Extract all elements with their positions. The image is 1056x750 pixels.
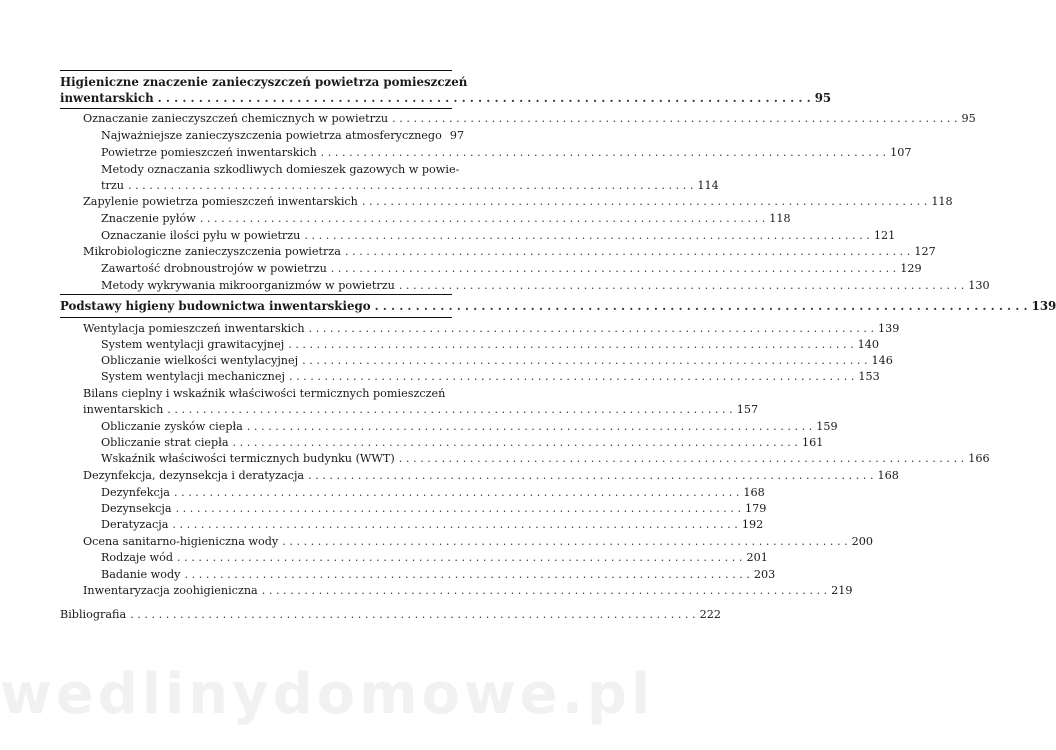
page-number: 157 — [736, 403, 759, 416]
toc-entry[interactable] — [83, 533, 874, 550]
entry-title: Oznaczanie zanieczyszczeń chemicznych w powietrzu — [83, 112, 389, 125]
entry-title: Wentylacja pomieszczeń inwentarskich — [83, 322, 305, 335]
section-heading[interactable] — [60, 90, 832, 107]
dot-leader — [167, 401, 732, 418]
dot-leader — [200, 210, 765, 227]
page-number: 140 — [857, 338, 879, 351]
entry-title-line1: Bilans cieplny i wskaźnik właściwości termicznych pomieszczeń — [83, 387, 446, 400]
dot-leader — [128, 177, 693, 194]
toc-entry[interactable] — [101, 127, 465, 144]
toc-entry[interactable] — [101, 352, 893, 369]
entry-title: Inwentaryzacja zoohigieniczna — [83, 584, 258, 597]
section-rule — [60, 294, 452, 295]
dot-leader — [345, 243, 910, 260]
toc-entry[interactable] — [101, 210, 791, 227]
page-number: 153 — [858, 370, 880, 383]
dot-leader — [309, 320, 874, 337]
toc-entry[interactable] — [101, 177, 719, 194]
dot-leader — [233, 434, 798, 451]
entry-title: Obliczanie strat ciepła — [101, 436, 229, 449]
dot-leader — [262, 582, 827, 599]
page-number: 139 — [1031, 299, 1056, 313]
entry-title: Zawartość drobnoustrojów w powietrzu — [101, 262, 327, 275]
dot-leader — [282, 533, 847, 550]
entry-title: Bibliografia — [60, 608, 127, 621]
toc-entry[interactable] — [101, 336, 879, 353]
dot-leader — [302, 352, 867, 369]
page-number: 200 — [851, 535, 874, 548]
dot-leader — [184, 566, 749, 583]
page-number: 161 — [801, 436, 824, 449]
toc-entry[interactable] — [101, 277, 990, 294]
section-heading-title: inwentarskich — [60, 91, 154, 105]
entry-title: Najważniejsze zanieczyszczenia powietrza atmosferycznego — [101, 129, 442, 142]
entry-title: System wentylacji grawitacyjnej — [101, 338, 285, 351]
dot-leader — [362, 193, 927, 210]
toc-entry[interactable] — [101, 500, 767, 517]
page-number: 107 — [890, 146, 912, 159]
toc-entry[interactable] — [83, 243, 936, 260]
entry-title: Metody wykrywania mikroorganizmów w powietrzu — [101, 279, 395, 292]
toc-entry[interactable] — [101, 484, 765, 501]
section-heading-line1: Higieniczne znaczenie zanieczyszczeń powietrza pomieszczeń — [60, 75, 468, 89]
page-number: 222 — [699, 608, 721, 621]
page-number: 95 — [814, 91, 832, 105]
entry-title: trzu — [101, 179, 124, 192]
toc-entry[interactable] — [83, 193, 953, 210]
page-number: 121 — [873, 229, 896, 242]
dot-leader — [288, 336, 853, 353]
toc-entry[interactable] — [101, 418, 838, 435]
entry-title: Zapylenie powietrza pomieszczeń inwentarskich — [83, 195, 358, 208]
toc-entry[interactable] — [83, 110, 976, 127]
entry-title: Dezynfekcja — [101, 486, 170, 499]
entry-title: Obliczanie zysków ciepła — [101, 420, 243, 433]
dot-leader — [172, 516, 737, 533]
toc-entry[interactable] — [83, 467, 899, 484]
entry-title: Powietrze pomieszczeń inwentarskich — [101, 146, 317, 159]
entry-title: Dezynsekcja — [101, 502, 172, 515]
page-number: 168 — [877, 469, 899, 482]
toc-entry[interactable] — [101, 144, 912, 161]
page-number: 146 — [871, 354, 893, 367]
toc-entry[interactable] — [101, 260, 922, 277]
toc-entry[interactable] — [101, 434, 824, 451]
entry-title: Wskaźnik właściwości termicznych budynku (WWT) — [101, 452, 395, 465]
page-number: 118 — [931, 195, 953, 208]
entry-title: Oznaczanie ilości pyłu w powietrzu — [101, 229, 301, 242]
dot-leader — [375, 298, 1028, 315]
dot-leader — [392, 110, 957, 127]
page-number: 179 — [745, 502, 767, 515]
entry-title: Mikrobiologiczne zanieczyszczenia powietrza — [83, 245, 341, 258]
page-number: 114 — [697, 179, 719, 192]
toc-entry[interactable] — [83, 582, 853, 599]
dot-leader — [399, 277, 964, 294]
toc-entry[interactable] — [101, 227, 896, 244]
top-rule — [60, 70, 452, 71]
toc-entry[interactable] — [101, 450, 990, 467]
page-number: 129 — [900, 262, 922, 275]
entry-title-line1: Metody oznaczania szkodliwych domieszek gazowych w powie- — [101, 163, 460, 176]
dot-leader — [177, 549, 742, 566]
entry-title: Dezynfekcja, dezynsekcja i deratyzacja — [83, 469, 305, 482]
entry-title: Deratyzacja — [101, 518, 169, 531]
entry-title: Ocena sanitarno-higieniczna wody — [83, 535, 279, 548]
dot-leader — [304, 227, 869, 244]
page-number: 201 — [746, 551, 768, 564]
entry-title: System wentylacji mechanicznej — [101, 370, 285, 383]
page-number: 127 — [914, 245, 936, 258]
section-heading[interactable] — [60, 298, 1056, 315]
entry-title: Badanie wody — [101, 568, 181, 581]
toc-entry[interactable] — [83, 401, 759, 418]
page-number: 118 — [769, 212, 791, 225]
page-number: 97 — [449, 129, 465, 142]
page-number: 130 — [968, 279, 990, 292]
dot-leader — [399, 450, 964, 467]
entry-title: inwentarskich — [83, 403, 164, 416]
dot-leader — [247, 418, 812, 435]
page-number: 192 — [741, 518, 764, 531]
dot-leader — [174, 484, 739, 501]
toc-entry[interactable] — [101, 368, 880, 385]
page-number: 166 — [968, 452, 990, 465]
heading-rule — [60, 317, 452, 318]
page-number: 168 — [743, 486, 765, 499]
entry-title: Rodzaje wód — [101, 551, 174, 564]
dot-leader — [331, 260, 896, 277]
entry-title: Znaczenie pyłów — [101, 212, 196, 225]
toc-entry[interactable] — [101, 566, 776, 583]
heading-rule — [60, 108, 452, 109]
page-number: 219 — [831, 584, 853, 597]
toc-entry[interactable] — [60, 606, 721, 623]
dot-leader — [321, 144, 886, 161]
dot-leader — [289, 368, 854, 385]
page-number: 203 — [753, 568, 776, 581]
dot-leader — [308, 467, 873, 484]
toc-entry[interactable] — [101, 516, 764, 533]
page-number: 159 — [816, 420, 838, 433]
watermark: wedlinydomowe.pl — [0, 662, 655, 727]
page-number: 95 — [961, 112, 976, 125]
dot-leader — [130, 606, 695, 623]
toc-entry[interactable] — [83, 320, 900, 337]
section-heading-title: Podstawy higieny budownictwa inwentarskiego — [60, 299, 371, 313]
dot-leader — [158, 90, 811, 107]
entry-title: Obliczanie wielkości wentylacyjnej — [101, 354, 299, 367]
page-number: 139 — [878, 322, 900, 335]
dot-leader — [176, 500, 741, 517]
toc-entry[interactable] — [101, 549, 768, 566]
